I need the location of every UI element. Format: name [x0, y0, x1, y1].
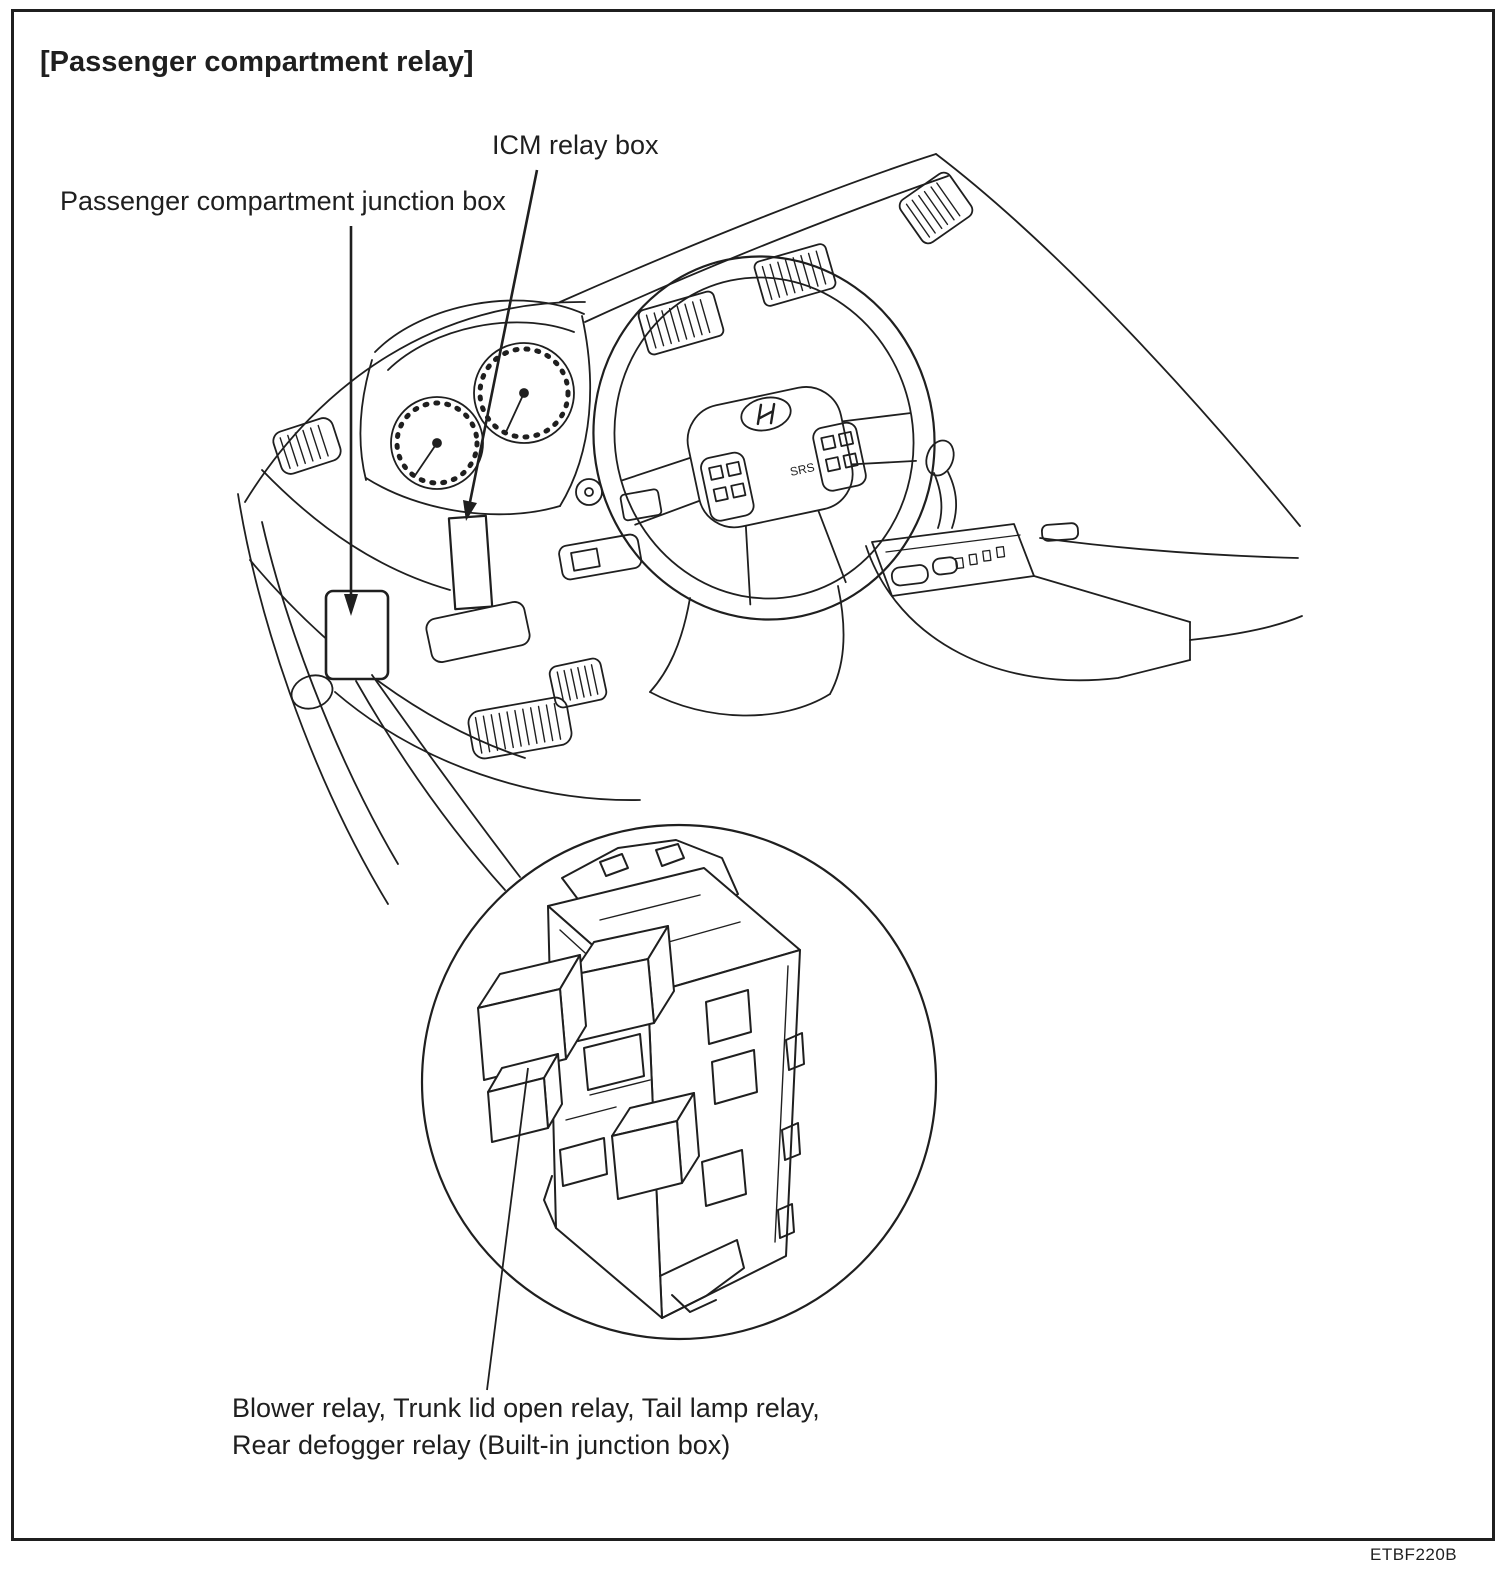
- gear-shifter: [922, 437, 959, 528]
- callout-arrow-junction: [344, 226, 358, 616]
- inset-caption: [232, 1390, 820, 1464]
- inset-caption-line2: Rear defogger relay (Built-in junction box): [232, 1430, 731, 1460]
- left-vent-grille: [271, 415, 344, 476]
- callout-junction-box: Passenger compartment junction box: [60, 186, 506, 216]
- callout-arrow-icm: [463, 170, 537, 521]
- steering-column: [650, 586, 844, 716]
- figure-title: [Passenger compartment relay]: [40, 46, 474, 78]
- small-footwell-grille: [548, 657, 608, 709]
- center-console: [866, 437, 1302, 681]
- dashboard-illustration: [238, 154, 1302, 904]
- srs-label: SRS: [788, 460, 816, 479]
- callout-icm-relay-box: ICM relay box: [492, 130, 659, 160]
- inset-caption-line1: Blower relay, Trunk lid open relay, Tail lamp relay,: [232, 1393, 820, 1423]
- center-vent-grille-upper: [753, 243, 837, 308]
- figure-code: ETBF220B: [1370, 1545, 1458, 1564]
- icm-relay-box-shape: [425, 516, 532, 664]
- steering-wheel: [560, 225, 968, 652]
- junction-box-shape: [326, 591, 388, 679]
